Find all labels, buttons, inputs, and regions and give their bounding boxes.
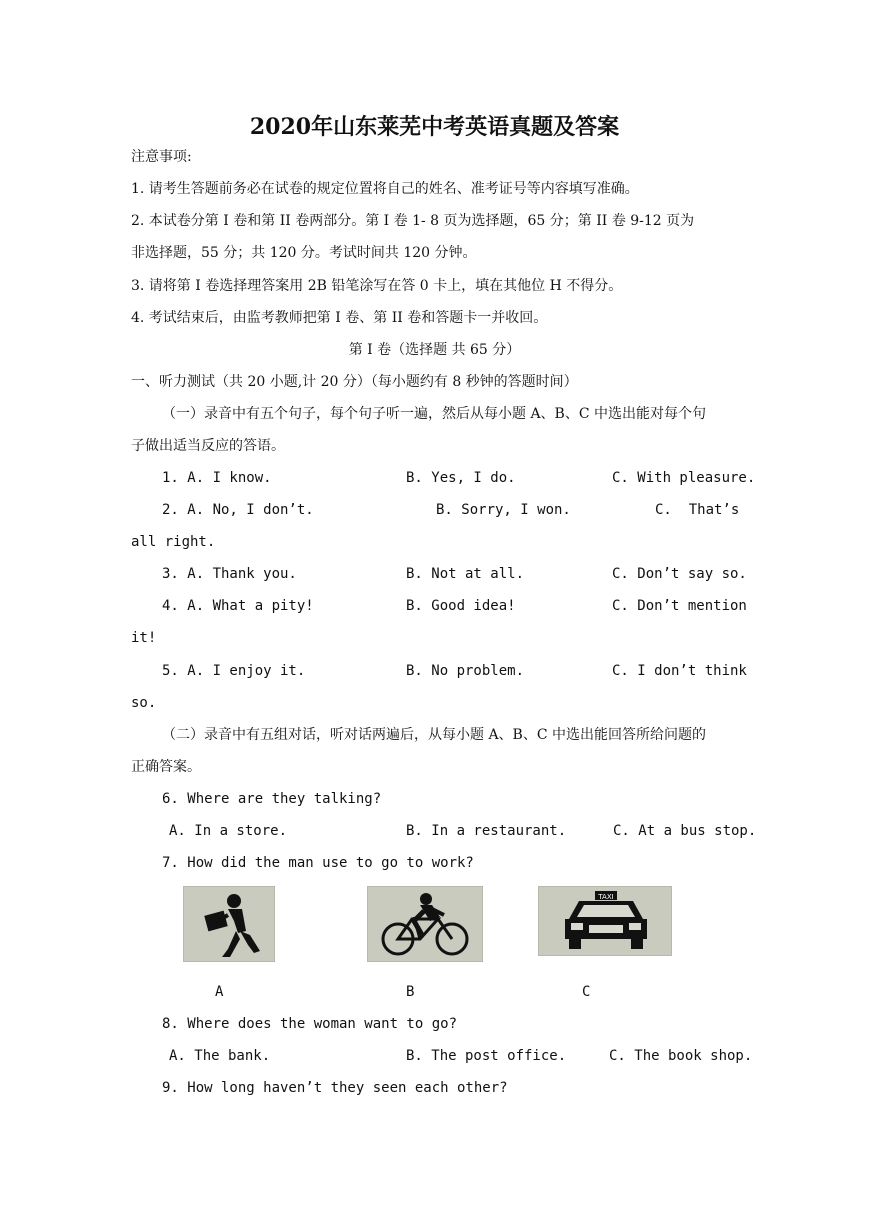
q2-option-b: B. Sorry, I won. <box>436 502 571 518</box>
q1-option-c: C. With pleasure. <box>612 470 756 486</box>
q5-option-b: B. No problem. <box>406 663 525 679</box>
q8-option-c: C. The book shop. <box>609 1048 753 1064</box>
taxi-icon <box>538 886 672 956</box>
q6-option-b: B. In a restaurant. <box>406 823 567 839</box>
q3-option-b: B. Not at all. <box>406 566 525 582</box>
section-1-heading: 一、听力测试（共 20 小题,计 20 分）（每小题约有 8 秒钟的答题时间） <box>131 374 578 390</box>
q2-option-c-cont: all right. <box>131 534 216 550</box>
notice-item-2: 2. 本试卷分第 I 卷和第 II 卷两部分。第 I 卷 1- 8 页为选择题，65 分；第 II 卷 9-12 页为 <box>131 213 695 229</box>
q5-option-a: 5. A. I enjoy it. <box>162 663 306 679</box>
q4-option-a: 4. A. What a pity! <box>162 598 314 614</box>
notice-item-4: 4. 考试结束后，由监考教师把第 I 卷、第 II 卷和答题卡一并收回。 <box>131 310 548 326</box>
q4-option-c-cont: it! <box>131 630 157 646</box>
walking-man-icon <box>183 886 275 962</box>
q7-label-a: A <box>215 984 224 1000</box>
q4-option-c: C. Don’t mention <box>612 598 747 614</box>
q6-option-a: A. In a store. <box>169 823 288 839</box>
part-title: 第 I 卷（选择题 共 65 分） <box>348 342 521 358</box>
sub-section-1-instruction-cont: 子做出适当反应的答语。 <box>131 438 285 454</box>
q6-question: 6. Where are they talking? <box>162 791 382 807</box>
q5-option-c: C. I don’t think <box>612 663 747 679</box>
cyclist-icon <box>367 886 483 962</box>
sub-section-2-instruction: （二）录音中有五组对话，听对话两遍后，从每小题 A、B、C 中选出能回答所给问题的 <box>162 727 707 743</box>
q1-option-a: 1. A. I know. <box>162 470 272 486</box>
notice-item-2-cont: 非选择题，55 分；共 120 分。考试时间共 120 分钟。 <box>131 245 477 261</box>
q2-option-c: C. That’s <box>655 502 740 518</box>
q1-option-b: B. Yes, I do. <box>406 470 516 486</box>
q7-label-c: C <box>582 984 591 1000</box>
sub-section-2-instruction-cont: 正确答案。 <box>131 759 201 775</box>
q8-option-b: B. The post office. <box>406 1048 567 1064</box>
q8-question: 8. Where does the woman want to go? <box>162 1016 458 1032</box>
q4-option-b: B. Good idea! <box>406 598 516 614</box>
q9-question: 9. How long haven’t they seen each other? <box>162 1080 508 1096</box>
q8-option-a: A. The bank. <box>169 1048 271 1064</box>
q3-option-c: C. Don’t say so. <box>612 566 747 582</box>
notice-item-1: 1. 请考生答题前务必在试卷的规定位置将自己的姓名、准考证号等内容填写准确。 <box>131 181 639 197</box>
q3-option-a: 3. A. Thank you. <box>162 566 297 582</box>
q5-option-c-cont: so. <box>131 695 157 711</box>
q2-option-a: 2. A. No, I don’t. <box>162 502 314 518</box>
notice-heading: 注意事项: <box>131 149 192 165</box>
taxi-sign-label: TAXI <box>598 893 614 901</box>
q7-label-b: B <box>406 984 415 1000</box>
q7-question: 7. How did the man use to go to work? <box>162 855 474 871</box>
sub-section-1-instruction: （一）录音中有五个句子，每个句子听一遍，然后从每小题 A、B、C 中选出能对每个句 <box>162 406 707 422</box>
notice-item-3: 3. 请将第 I 卷选择理答案用 2B 铅笔涂写在答 0 卡上，填在其他位 H 不得分。 <box>131 278 623 294</box>
page-title: 2020年山东莱芜中考英语真题及答案 <box>249 114 620 140</box>
q6-option-c: C. At a bus stop. <box>613 823 757 839</box>
